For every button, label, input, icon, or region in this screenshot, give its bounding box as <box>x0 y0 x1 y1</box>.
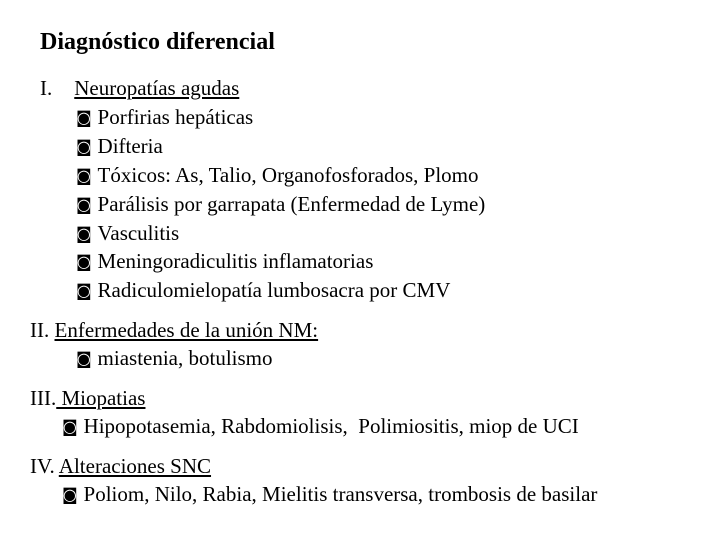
bullet-icon: ◙ <box>76 166 92 185</box>
section-heading-1 <box>40 76 239 100</box>
list-item-label: Vasculitis <box>97 221 180 245</box>
list-item <box>76 249 373 274</box>
bullet-icon: ◙ <box>76 195 92 214</box>
list-item <box>76 346 273 371</box>
bullet-icon: ◙ <box>76 224 92 243</box>
list-item <box>76 192 485 217</box>
section-heading-label: Miopatias <box>56 386 146 410</box>
list-item <box>76 105 253 130</box>
list-item-label: Hipopotasemia, Rabdomiolisis, Polimiositis, miop de UCI <box>83 414 579 438</box>
section-heading-label: Neuropatías agudas <box>74 76 240 100</box>
section-heading-3 <box>30 386 145 410</box>
list-item-label: Difteria <box>97 134 163 158</box>
bullet-icon: ◙ <box>62 485 78 504</box>
section-heading-label: Enfermedades de la unión NM: <box>54 318 319 342</box>
section-number: IV. <box>30 454 55 478</box>
list-item <box>76 163 479 188</box>
bullet-icon: ◙ <box>76 137 92 156</box>
list-item-label: Porfirias hepáticas <box>97 105 254 129</box>
list-item-label: Parálisis por garrapata (Enfermedad de Lyme) <box>97 192 486 216</box>
list-item-label: Meningoradiculitis inflamatorias <box>97 249 374 273</box>
section-heading-label: Alteraciones SNC <box>58 454 212 478</box>
section-heading-4 <box>30 454 211 478</box>
bullet-icon: ◙ <box>62 417 78 436</box>
bullet-icon: ◙ <box>76 349 92 368</box>
list-item <box>62 414 579 439</box>
list-item-label: Radiculomielopatía lumbosacra por CMV <box>97 278 451 302</box>
page-title: Diagnóstico diferencial <box>40 29 275 55</box>
list-item <box>76 278 450 303</box>
list-item-label: miastenia, botulismo <box>97 346 273 370</box>
section-number: III. <box>30 386 57 410</box>
list-item <box>76 221 179 246</box>
list-item-label: Poliom, Nilo, Rabia, Mielitis transversa, trombosis de basilar <box>83 482 598 506</box>
section-heading-2 <box>30 318 318 342</box>
section-number: II. <box>30 318 50 342</box>
list-item <box>76 134 163 159</box>
bullet-icon: ◙ <box>76 281 92 300</box>
list-item <box>62 482 597 507</box>
bullet-icon: ◙ <box>76 252 92 271</box>
list-item-label: Tóxicos: As, Talio, Organofosforados, Plomo <box>97 163 479 187</box>
section-number: I. <box>40 76 53 100</box>
bullet-icon: ◙ <box>76 108 92 127</box>
